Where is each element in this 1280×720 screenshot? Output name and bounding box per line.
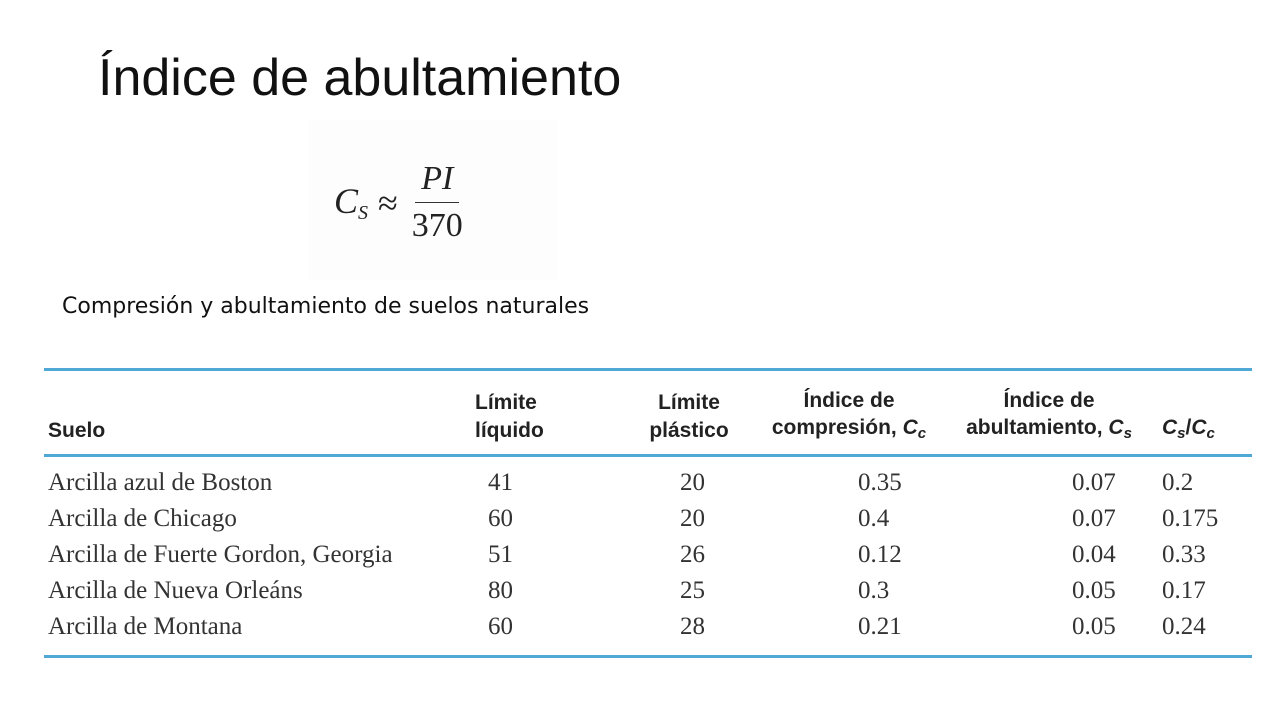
- cell-soil: Arcilla azul de Boston: [48, 468, 273, 496]
- cell-soil: Arcilla de Nueva Orleáns: [48, 576, 303, 604]
- cell-swell-index: 0.07: [1072, 504, 1116, 532]
- table-row: [44, 573, 1252, 609]
- cell-liquid-limit: 41: [488, 468, 513, 496]
- formula-lhs-symbol: C: [334, 181, 359, 221]
- table-header-row: [44, 371, 1252, 454]
- formula-denominator: 370: [411, 207, 463, 244]
- cell-liquid-limit: 60: [488, 612, 513, 640]
- cell-liquid-limit: 51: [488, 540, 513, 568]
- cell-compression-index: 0.35: [858, 468, 902, 496]
- formula-numerator: PI: [415, 160, 459, 203]
- cell-swell-index: 0.05: [1072, 576, 1116, 604]
- cell-ratio: 0.17: [1162, 576, 1206, 604]
- cell-plastic-limit: 28: [680, 612, 705, 640]
- header-ratio: $C_s/C_c$: [1162, 416, 1215, 443]
- cell-compression-index: 0.12: [858, 540, 902, 568]
- cell-plastic-limit: 25: [680, 576, 705, 604]
- formula-fraction: [412, 160, 463, 245]
- table-row: [44, 501, 1252, 537]
- cell-ratio: 0.175: [1162, 504, 1219, 532]
- table-row: [44, 457, 1252, 501]
- header-soil: Suelo: [48, 418, 106, 442]
- formula-approx-sign: ≈: [378, 182, 398, 223]
- formula-image: [308, 120, 558, 280]
- soil-data-body: [44, 457, 1252, 655]
- header-compression-index: Índice de compresión, $C_c$: [771, 389, 927, 443]
- header-plastic-limit: Límite plástico: [649, 391, 729, 442]
- table-bottom-rule: [44, 655, 1252, 658]
- cell-ratio: 0.33: [1162, 540, 1206, 568]
- cell-compression-index: 0.21: [858, 612, 902, 640]
- cell-ratio: 0.24: [1162, 612, 1206, 640]
- table-caption: Compresión y abultamiento de suelos naturales: [62, 294, 590, 319]
- cell-liquid-limit: 60: [488, 504, 513, 532]
- cell-plastic-limit: 26: [680, 540, 705, 568]
- cell-compression-index: 0.4: [858, 504, 890, 532]
- cell-soil: Arcilla de Chicago: [48, 504, 237, 532]
- slide-title: Índice de abultamiento: [98, 49, 622, 107]
- soil-data-table: [44, 371, 1252, 454]
- soil-table: [44, 368, 1252, 658]
- swell-index-formula: [334, 160, 463, 245]
- cell-soil: Arcilla de Fuerte Gordon, Georgia: [48, 540, 393, 568]
- cell-ratio: 0.2: [1162, 468, 1194, 496]
- cell-liquid-limit: 80: [488, 576, 513, 604]
- cell-swell-index: 0.05: [1072, 612, 1116, 640]
- formula-lhs: [334, 180, 368, 225]
- cell-swell-index: 0.04: [1072, 540, 1116, 568]
- cell-plastic-limit: 20: [680, 468, 705, 496]
- header-swell-index: Índice de abultamiento, $C_s$: [966, 389, 1132, 443]
- cell-plastic-limit: 20: [680, 504, 705, 532]
- table-row: [44, 537, 1252, 573]
- cell-swell-index: 0.07: [1072, 468, 1116, 496]
- header-liquid-limit: Límite líquido: [475, 391, 544, 442]
- cell-soil: Arcilla de Montana: [48, 612, 243, 640]
- table-row: [44, 609, 1252, 655]
- formula-lhs-subscript: S: [358, 202, 369, 224]
- cell-compression-index: 0.3: [858, 576, 890, 604]
